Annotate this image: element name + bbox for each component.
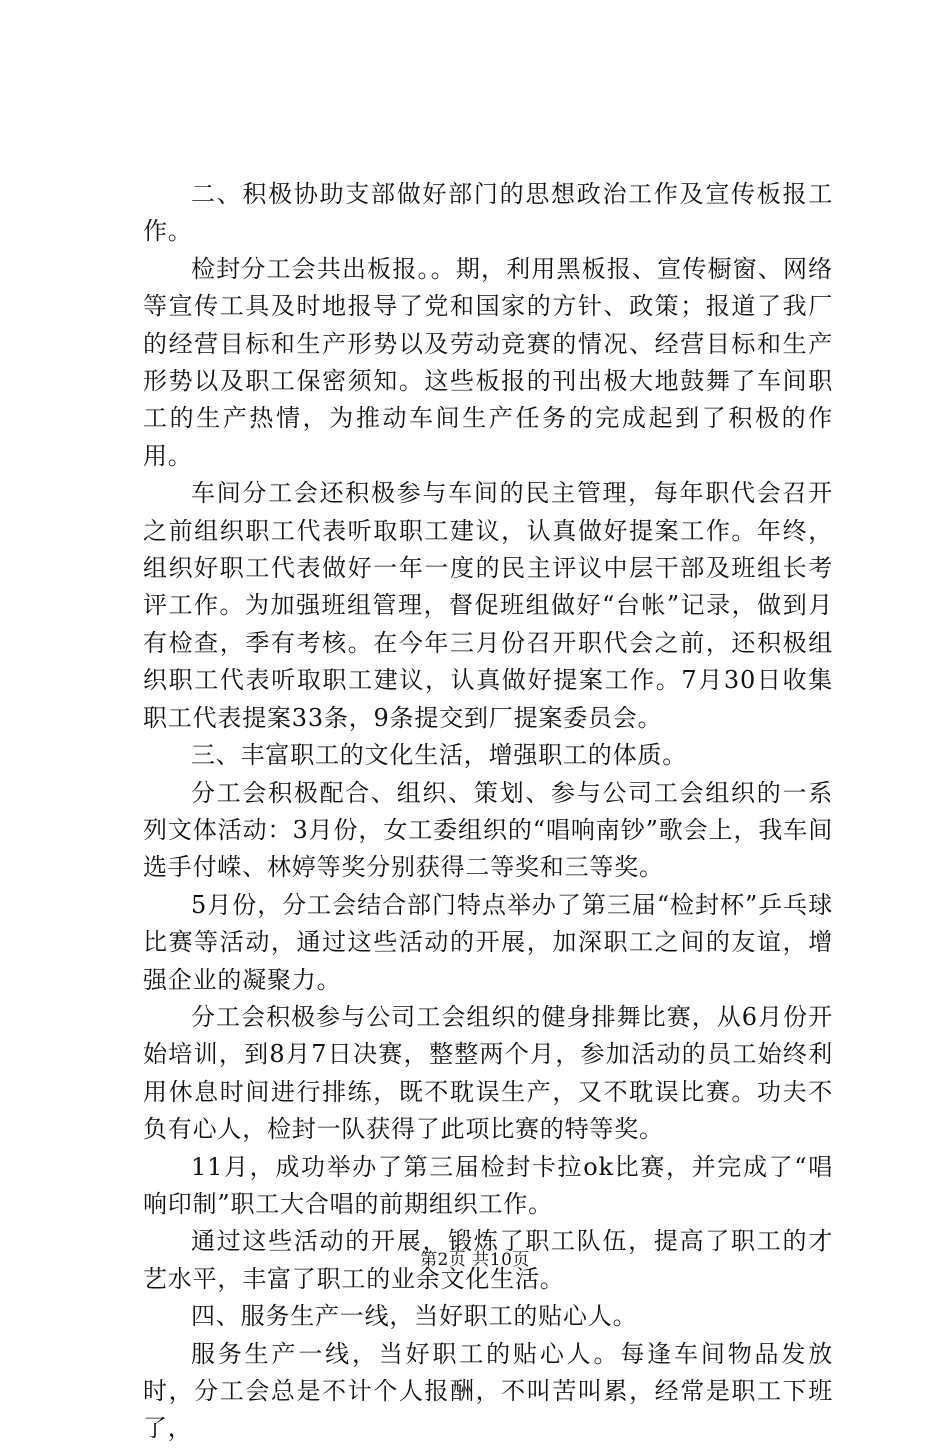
section-heading-2: 二、积极协助支部做好部门的思想政治工作及宣传板报工作。 (143, 180, 833, 246)
page-number-footer: 第2页 共10页 (420, 1250, 530, 1270)
section-heading-4: 四、服务生产一线，当好职工的贴心人。 (191, 1302, 638, 1331)
paragraph-table-tennis: 5月份，分工会结合部门特点举办了第三届“检封杯”乒乓球比赛等活动，通过这些活动的开展，加深职工之间的友谊，增强企业的凝聚力。 (143, 890, 833, 994)
paragraph-democratic-management: 车间分工会还积极参与车间的民主管理，每年职代会召开之前组织职工代表听取职工建议，认真做好提案工作。年终，组织好职工代表做好一年一度的民主评议中层干部及班组长考评工作。为加强班组管理，督促班组做好“台帐”记录，做到月有检查，季有考核。在今年三月份召开职代会之前，还积极组织职工代表听取职工建议，认真做好提案工作。7月30日收集职工代表提案33条，9条提交到厂提案委员会。 (143, 479, 833, 732)
paragraph-activity-summary: 通过这些活动的开展，锻炼了职工队伍，提高了职工的才艺水平，丰富了职工的业余文化生活。 (143, 1227, 833, 1293)
paragraph-cultural-activities: 分工会积极配合、组织、策划、参与公司工会组织的一系列文体活动：3月份，女工委组织的“唱响南钞”歌会上，我车间选手付嵘、林婷等奖分别获得二等奖和三等奖。 (143, 778, 833, 882)
paragraph-karaoke: 11月，成功举办了第三届检封卡拉ok比赛，并完成了“唱响印制”职工大合唱的前期组织工作。 (143, 1152, 833, 1218)
paragraph-blackboard-newspaper: 检封分工会共出板报。。期，利用黑板报、宣传橱窗、网络等宣传工具及时地报导了党和国家的方针、政策；报道了我厂的经营目标和生产形势以及劳动竞赛的情况、经营目标和生产形势以及职工保密须知。这些板报的刊出极大地鼓舞了车间职工的生产热情，为推动车间生产任务的完成起到了积极的作用。 (143, 254, 833, 470)
paragraph-line-dance: 分工会积极参与公司工会组织的健身排舞比赛，从6月份开始培训，到8月7日决赛，整整两个月，参加活动的员工始终利用休息时间进行排练，既不耽误生产，又不耽误比赛。功夫不负有心人，检封一队获得了此项比赛的特等奖。 (143, 1002, 833, 1144)
section-heading-3: 三、丰富职工的文化生活，增强职工的体质。 (191, 741, 687, 770)
paragraph-service-frontline: 服务生产一线，当好职工的贴心人。每逢车间物品发放时，分工会总是不计个人报酬，不叫苦叫累，经常是职工下班了， (143, 1339, 833, 1443)
